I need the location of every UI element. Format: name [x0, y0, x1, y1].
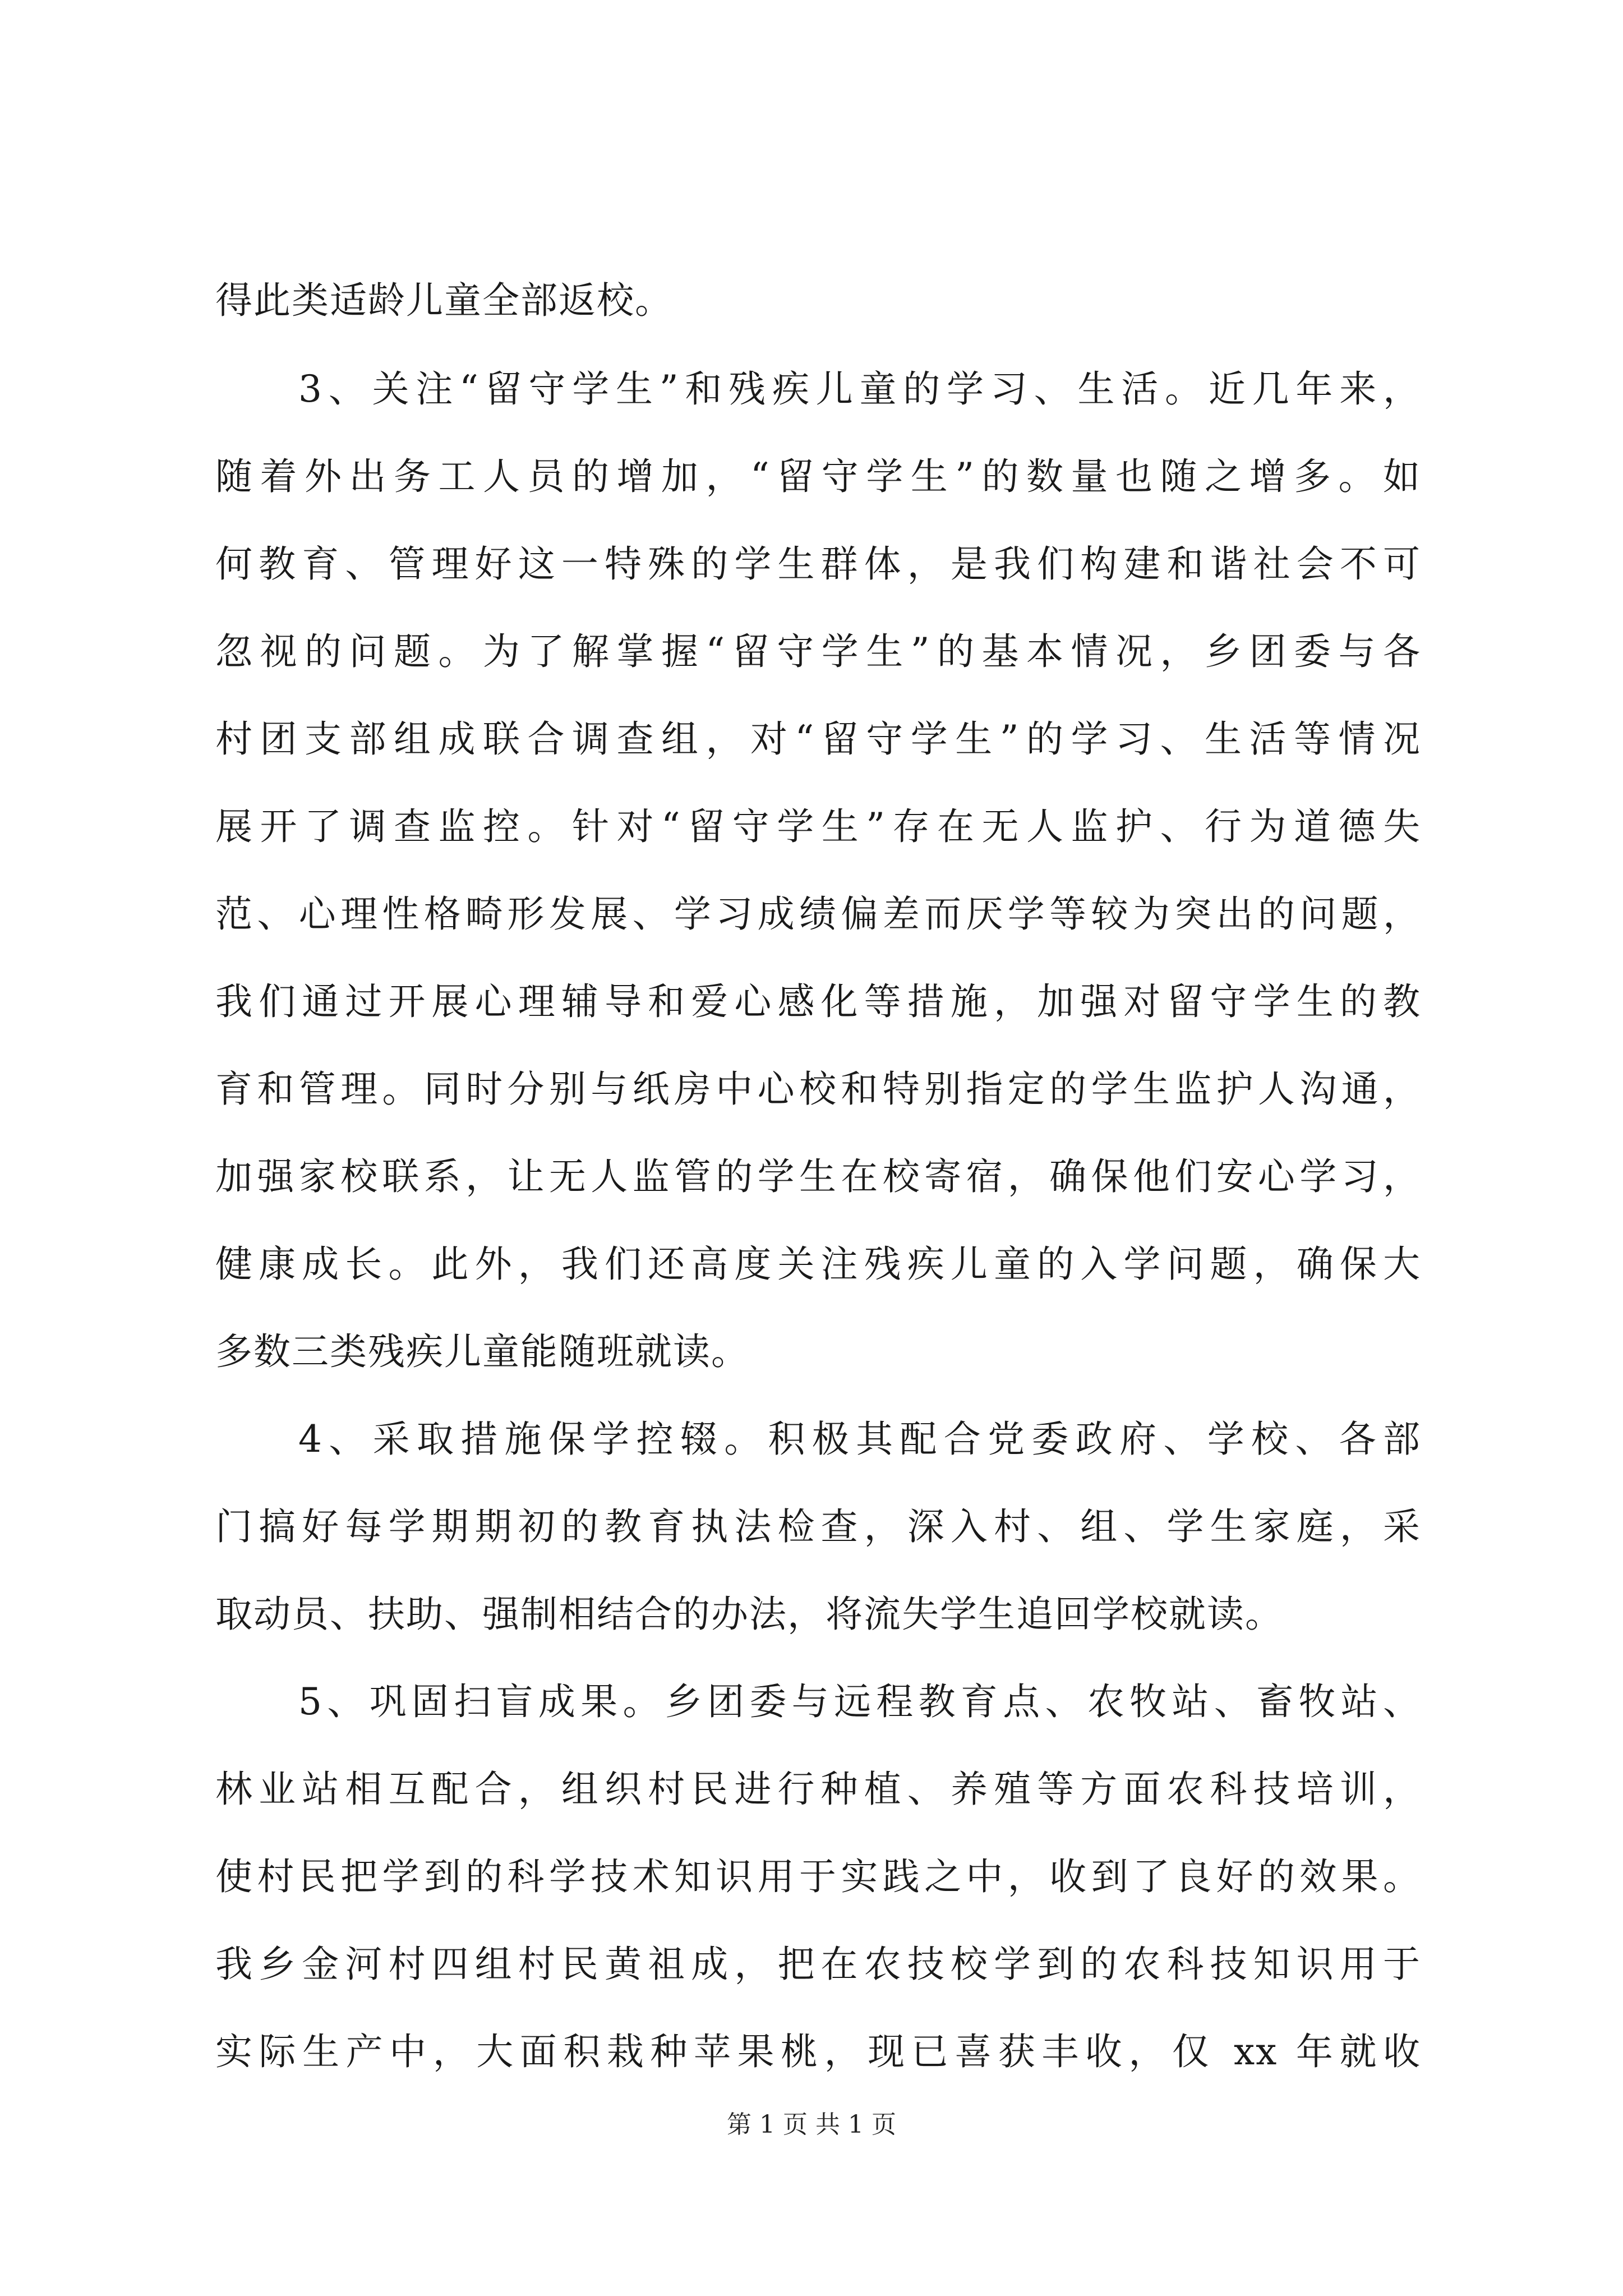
paragraph-line: 我们通过开展心理辅导和爱心感化等措施，加强对留守学生的教 — [215, 980, 1421, 1023]
paragraph-line: 取动员、扶助、强制相结合的办法，将流失学生追回学校就读。 — [215, 1593, 1283, 1636]
paragraph-line: 得此类适龄儿童全部返校。 — [215, 279, 673, 322]
paragraph-line: 门搞好每学期期初的教育执法检查，深入村、组、学生家庭，采 — [215, 1505, 1421, 1548]
paragraph-line: 忽视的问题。为了解掌握“留守学生”的基本情况，乡团委与各 — [215, 630, 1421, 673]
paragraph-line: 展开了调查监控。针对“留守学生”存在无人监护、行为道德失 — [215, 805, 1421, 848]
paragraph-line: 育和管理。同时分别与纸房中心校和特别指定的学生监护人沟通， — [215, 1068, 1421, 1111]
page-footer: 第 1 页 共 1 页 — [727, 2110, 896, 2139]
paragraph-line: 使村民把学到的科学技术知识用于实践之中，收到了良好的效果。 — [215, 1855, 1421, 1898]
paragraph-line: 5、巩固扫盲成果。乡团委与远程教育点、农牧站、畜牧站、 — [298, 1680, 1421, 1723]
paragraph-line: 村团支部组成联合调查组，对“留守学生”的学习、生活等情况 — [215, 717, 1421, 761]
paragraph-line: 多数三类残疾儿童能随班就读。 — [215, 1330, 749, 1373]
paragraph-line: 随着外出务工人员的增加，“留守学生”的数量也随之增多。如 — [215, 455, 1421, 498]
paragraph-line: 实际生产中，大面积栽种苹果桃，现已喜获丰收，仅 xx 年就收 — [215, 2030, 1421, 2073]
paragraph-line: 我乡金河村四组村民黄祖成，把在农技校学到的农科技知识用于 — [215, 1943, 1421, 1986]
paragraph-line: 范、心理性格畸形发展、学习成绩偏差而厌学等较为突出的问题， — [215, 892, 1421, 936]
paragraph-line: 林业站相互配合，组织村民进行种植、养殖等方面农科技培训， — [215, 1768, 1421, 1811]
paragraph-line: 健康成长。此外，我们还高度关注残疾儿童的入学问题，确保大 — [215, 1243, 1421, 1286]
paragraph-line: 加强家校联系，让无人监管的学生在校寄宿，确保他们安心学习， — [215, 1155, 1421, 1198]
paragraph-line: 4、采取措施保学控辍。积极其配合党委政府、学校、各部 — [298, 1418, 1421, 1461]
paragraph-line: 何教育、管理好这一特殊的学生群体，是我们构建和谐社会不可 — [215, 542, 1421, 586]
paragraph-line: 3、关注“留守学生”和残疾儿童的学习、生活。近几年来， — [298, 367, 1421, 411]
